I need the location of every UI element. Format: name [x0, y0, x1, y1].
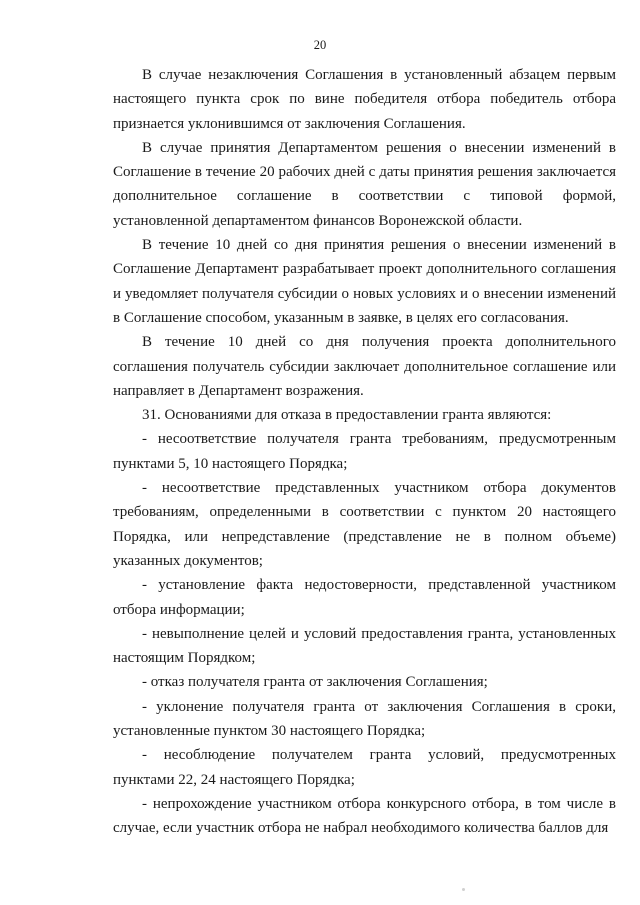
paragraph-amendment-response: В течение 10 дней со дня получения проекта дополнительного соглашения получатель субсидии заключает дополнительное соглашение или направляет в Департамент возражения.: [113, 334, 616, 399]
page-number: 20: [313, 38, 327, 52]
list-item-failed-selection: - непрохождение участником отбора конкурсного отбора, в том числе в случае, если участник отбора не набрал необходимого количества баллов для: [113, 795, 616, 837]
list-item-refusal-to-conclude: - отказ получателя гранта от заключения Соглашения;: [142, 674, 488, 691]
list-item-false-information: - установление факта недостоверности, представленной участником отбора информации;: [113, 577, 616, 618]
paragraph-grounds-for-refusal: 31. Основаниями для отказа в предоставлении гранта являются:: [142, 407, 552, 424]
list-item-nonconformity-documents: - несоответствие представленных участником отбора документов требованиям, определенными в соответствии с пунктом 20 настоящего Порядка, или непредставление (представление не в полном объеме) указанных документов;: [113, 480, 616, 569]
paragraph-amendment-draft: В течение 10 дней со дня принятия решения о внесении изменений в Соглашение Департамент разрабатывает проект дополнительного соглашения и уведомляет получателя субсидии о новых условиях и о внесении изменений в Соглашение способом, указанным в заявке, в целях его согласования.: [113, 237, 616, 326]
paragraph-amendment-decision: В случае принятия Департаментом решения о внесении изменений в Соглашение в течение 20 рабочих дней с даты принятия решения заключается дополнительное соглашение в соответствии с типовой формой, установленной департаментом финансов Воронежской области.: [113, 139, 616, 229]
list-item-nonfulfillment-goals: - невыполнение целей и условий предоставления гранта, установленных настоящим Порядком;: [113, 625, 616, 667]
scan-speck: [462, 888, 465, 891]
list-item-nonconformity-recipient: - несоответствие получателя гранта требованиям, предусмотренным пунктами 5, 10 настоящего Порядка;: [113, 431, 616, 472]
list-item-evasion: - уклонение получателя гранта от заключения Соглашения в сроки, установленные пунктом 30 настоящего Порядка;: [113, 698, 616, 740]
paragraph-failure-to-conclude: В случае незаключения Соглашения в установленный абзацем первым настоящего пункта срок по вине победителя отбора победитель отбора признается уклонившимся от заключения Соглашения.: [113, 67, 616, 132]
document-body: [113, 63, 616, 841]
list-item-noncompliance-conditions: - несоблюдение получателем гранта условий, предусмотренных пунктами 22, 24 настоящего Порядка;: [113, 747, 616, 788]
